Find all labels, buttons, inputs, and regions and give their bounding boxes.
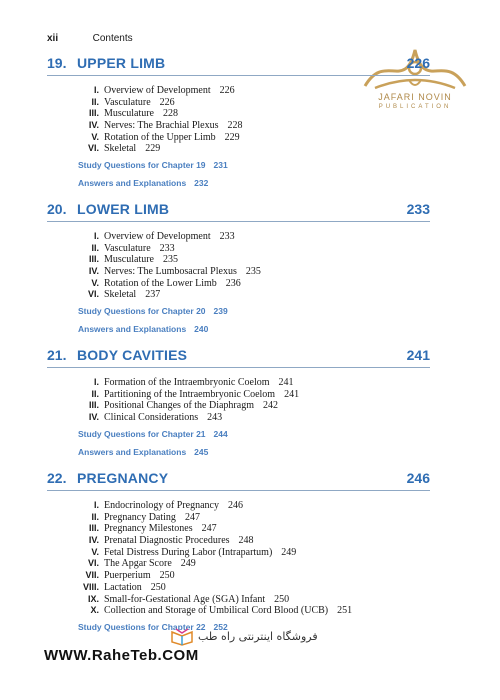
roman-numeral: V. <box>91 546 99 557</box>
section-title: Rotation of the Lower Limb <box>104 277 217 289</box>
running-head <box>47 33 133 44</box>
section-page: 250 <box>274 593 290 605</box>
link-label: Answers and Explanations <box>78 324 187 335</box>
section-page: 237 <box>145 289 161 301</box>
section-item[interactable] <box>75 500 500 512</box>
section-page: 246 <box>227 500 243 511</box>
roman-numeral: II. <box>91 511 99 522</box>
section-title: Musculature <box>104 254 154 266</box>
section-item[interactable] <box>75 120 500 132</box>
logo-subtitle: PUBLICATION <box>378 104 452 110</box>
section-item[interactable] <box>75 254 500 266</box>
section-page: 249 <box>180 558 196 570</box>
chapter-page: 226 <box>406 55 430 71</box>
section-page: 228 <box>163 108 178 120</box>
section-item[interactable] <box>75 266 500 278</box>
link-page: 240 <box>194 324 209 335</box>
link-label: Study Questions for Chapter 19 <box>78 160 206 171</box>
study-questions-link[interactable] <box>78 428 500 440</box>
link-page: 239 <box>213 306 228 317</box>
section-item[interactable] <box>75 289 500 301</box>
section-title: Collection and Storage of Umbilical Cord Blood (UCB) <box>104 605 329 617</box>
section-page: 235 <box>245 266 261 278</box>
link-label: Answers and Explanations <box>78 178 187 189</box>
study-questions-link[interactable] <box>78 305 500 317</box>
section-page: 241 <box>284 388 300 400</box>
section-item[interactable] <box>75 400 500 412</box>
link-page: 252 <box>213 621 228 632</box>
roman-numeral: I. <box>93 231 99 241</box>
section-item[interactable] <box>75 377 500 389</box>
section-item[interactable] <box>75 143 500 155</box>
section-item[interactable] <box>75 547 500 559</box>
section-title: Lactation <box>104 581 142 593</box>
link-label: Study Questions for Chapter 22 <box>78 621 206 632</box>
section-item[interactable] <box>75 605 500 617</box>
watermark-site[interactable]: WWW.RaheTeb.COM <box>44 647 199 664</box>
section-title: Formation of the Intraembryonic Coelom <box>104 377 270 388</box>
section-title: The Apgar Score <box>104 558 172 570</box>
roman-numeral: IV. <box>88 120 99 131</box>
roman-numeral: VIII. <box>82 581 99 592</box>
section-item[interactable] <box>75 535 500 547</box>
chapter-21 <box>0 345 500 458</box>
section-title: Clinical Considerations <box>104 412 199 424</box>
section-title: Rotation of the Upper Limb <box>104 131 216 143</box>
section-title: Musculature <box>104 108 154 120</box>
section-page: 250 <box>150 581 166 593</box>
roman-numeral: VI. <box>87 289 99 300</box>
answers-link[interactable] <box>78 177 500 189</box>
section-page: 247 <box>201 523 217 535</box>
section-page: 233 <box>219 231 235 242</box>
section-item[interactable] <box>75 389 500 401</box>
section-item[interactable] <box>75 523 500 535</box>
section-title: Nerves: The Brachial Plexus <box>104 120 219 132</box>
roman-numeral: III. <box>88 254 99 265</box>
section-title: Small-for-Gestational Age (SGA) Infant <box>104 593 266 605</box>
section-page: 235 <box>163 254 178 266</box>
section-item[interactable] <box>75 108 500 120</box>
section-page: 241 <box>278 377 294 388</box>
link-page: 244 <box>213 428 228 439</box>
section-item[interactable] <box>75 594 500 606</box>
section-title: Positional Changes of the Diaphragm <box>104 400 254 412</box>
chapter-page: 233 <box>406 201 430 217</box>
section-page: 229 <box>145 143 161 155</box>
section-item[interactable] <box>75 570 500 582</box>
section-item[interactable] <box>75 85 500 97</box>
chapter-20 <box>0 199 500 335</box>
section-page: 226 <box>159 96 175 108</box>
section-item[interactable] <box>75 132 500 144</box>
chapter-title[interactable]: PREGNANCY <box>77 470 169 486</box>
chapter-page: 241 <box>406 347 430 363</box>
chapter-title[interactable]: LOWER LIMB <box>77 201 170 217</box>
section-page: 233 <box>159 242 175 254</box>
section-page: 242 <box>262 400 278 412</box>
roman-numeral: I. <box>93 85 99 95</box>
section-title: Puerperium <box>104 570 151 582</box>
roman-numeral: II. <box>91 242 99 253</box>
answers-link[interactable] <box>78 446 500 458</box>
section-item[interactable] <box>75 412 500 424</box>
chapter-title[interactable]: BODY CAVITIES <box>77 347 188 363</box>
roman-numeral: III. <box>88 400 99 411</box>
section-page: 248 <box>238 535 254 547</box>
section-title: Partitioning of the Intraembryonic Coelom <box>104 388 276 400</box>
chapter-heading <box>47 53 430 76</box>
section-title: Vasculature <box>104 96 151 108</box>
chapter-heading <box>47 199 430 222</box>
chapter-number: 20. <box>47 201 67 217</box>
logo-name: JAFARI NOVIN <box>378 92 452 102</box>
answers-link[interactable] <box>78 323 500 335</box>
section-page: 247 <box>184 511 200 523</box>
roman-numeral: V. <box>91 131 99 142</box>
section-title: Overview of Development <box>104 231 211 242</box>
roman-numeral: I. <box>93 377 99 387</box>
section-title: Skeletal <box>104 143 137 155</box>
section-item[interactable] <box>75 582 500 594</box>
section-page: 226 <box>219 85 235 96</box>
roman-numeral: VI. <box>87 143 99 154</box>
section-page: 236 <box>225 277 241 289</box>
section-title: Pregnancy Dating <box>104 511 176 523</box>
section-page: 243 <box>207 412 223 424</box>
link-page: 232 <box>194 178 209 189</box>
roman-numeral: IV. <box>88 266 99 277</box>
section-item[interactable] <box>75 97 500 109</box>
section-title: Endocrinology of Pregnancy <box>104 500 219 511</box>
roman-numeral: IV. <box>88 535 99 546</box>
roman-numeral: II. <box>91 96 99 107</box>
roman-numeral: IV. <box>88 412 99 423</box>
link-page: 231 <box>213 160 228 171</box>
chapter-number: 22. <box>47 470 67 486</box>
link-label: Answers and Explanations <box>78 446 187 457</box>
section-title: Skeletal <box>104 289 137 301</box>
section-item[interactable] <box>75 512 500 524</box>
link-label: Study Questions for Chapter 20 <box>78 306 206 317</box>
roman-numeral: III. <box>88 108 99 119</box>
roman-numeral: VII. <box>85 570 99 581</box>
roman-numeral: III. <box>88 523 99 534</box>
roman-numeral: IX. <box>87 593 99 604</box>
section-title: Fetal Distress During Labor (Intrapartum) <box>104 546 273 558</box>
section-title: Vasculature <box>104 242 151 254</box>
section-item[interactable] <box>75 231 500 243</box>
chapter-page: 246 <box>406 470 430 486</box>
chapter-heading <box>47 468 430 491</box>
section-title: Prenatal Diagnostic Procedures <box>104 535 230 547</box>
section-item[interactable] <box>75 278 500 290</box>
chapter-22 <box>0 468 500 633</box>
chapter-19 <box>0 53 500 189</box>
link-page: 245 <box>194 446 209 457</box>
section-page: 250 <box>159 570 175 582</box>
roman-numeral: VI. <box>87 558 99 569</box>
section-title: Pregnancy Milestones <box>104 523 193 535</box>
section-page: 249 <box>281 546 297 558</box>
running-head-label: Contents <box>92 33 133 44</box>
chapter-number: 19. <box>47 55 67 71</box>
chapter-title[interactable]: UPPER LIMB <box>77 55 166 71</box>
roman-numeral: I. <box>93 500 99 510</box>
book-logo-icon <box>170 626 194 646</box>
roman-numeral: X. <box>90 605 99 616</box>
link-label: Study Questions for Chapter 21 <box>78 428 206 439</box>
section-item[interactable] <box>75 558 500 570</box>
page-number: xii <box>47 33 59 44</box>
chapter-number: 21. <box>47 347 67 363</box>
section-item[interactable] <box>75 243 500 255</box>
section-page: 229 <box>224 131 240 143</box>
section-title: Nerves: The Lumbosacral Plexus <box>104 266 237 278</box>
roman-numeral: II. <box>91 388 99 399</box>
section-title: Overview of Development <box>104 85 211 96</box>
roman-numeral: V. <box>91 277 99 288</box>
study-questions-link[interactable] <box>78 159 500 171</box>
section-page: 251 <box>337 605 353 617</box>
section-page: 228 <box>227 120 243 132</box>
chapter-heading <box>47 345 430 368</box>
watermark-persian: فروشگاه اینترنتی راه طب <box>198 630 318 643</box>
